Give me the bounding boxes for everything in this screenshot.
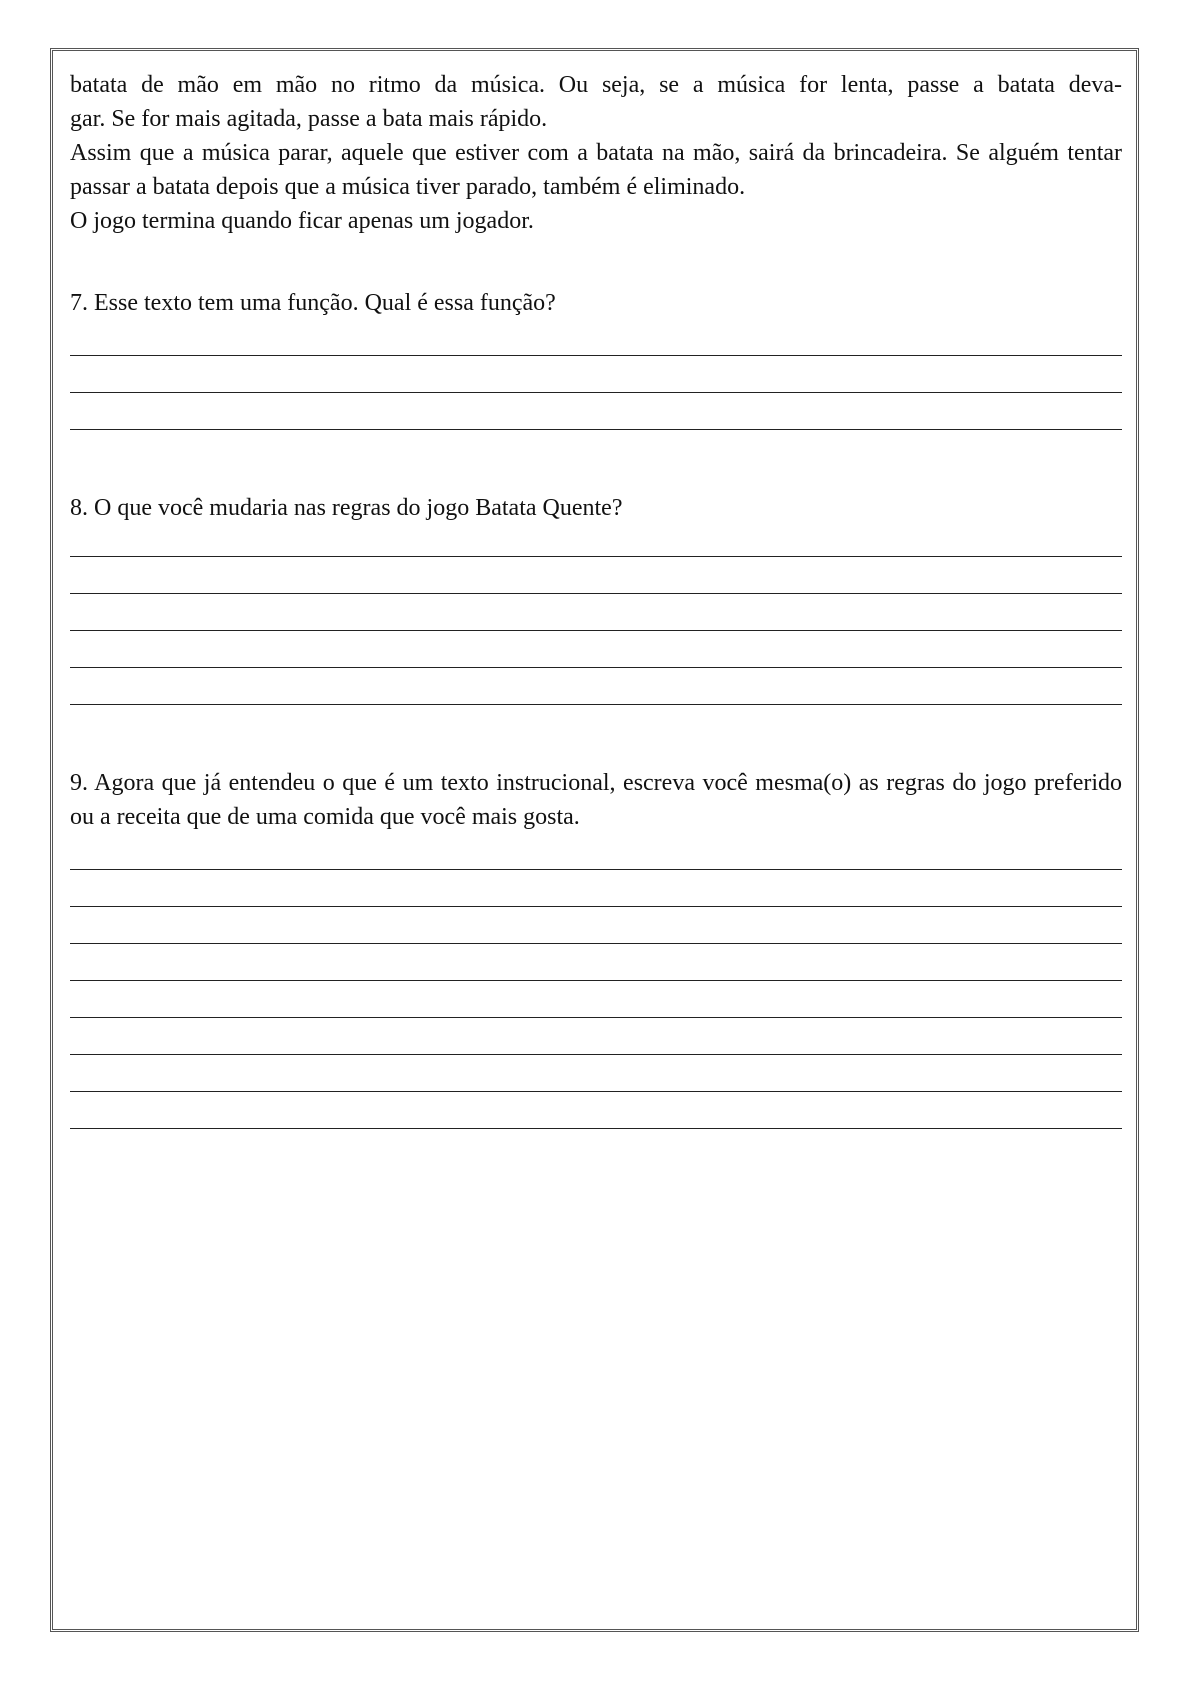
answer-line-q9-7[interactable] <box>70 1091 1122 1092</box>
question-9: 9. Agora que já entendeu o que é um texto instrucional, escreva você mesma(o) as regras do jogo preferido ou a receita que de uma comida que você mais gosta. <box>70 770 1122 830</box>
intro-line-2: gar. Se for mais agitada, passe a bata mais rápido. <box>70 106 548 132</box>
answer-line-q8-5[interactable] <box>70 704 1122 705</box>
instruction-text <box>70 68 1122 238</box>
intro-paragraph-2: Assim que a música parar, aquele que estiver com a batata na mão, sairá da brincadeira. Se alguém tentar passar a batata depois que a música tiver parado, também é eliminado. <box>70 140 1122 200</box>
answer-line-q8-2[interactable] <box>70 593 1122 594</box>
answer-line-q7-1[interactable] <box>70 355 1122 356</box>
answer-line-q9-2[interactable] <box>70 906 1122 907</box>
question-8: 8. O que você mudaria nas regras do jogo Batata Quente? <box>70 495 623 521</box>
intro-paragraph-3: O jogo termina quando ficar apenas um jogador. <box>70 208 534 234</box>
answer-line-q9-3[interactable] <box>70 943 1122 944</box>
answer-line-q7-2[interactable] <box>70 392 1122 393</box>
answer-line-q8-1[interactable] <box>70 556 1122 557</box>
answer-line-q9-8[interactable] <box>70 1128 1122 1129</box>
answer-line-q9-5[interactable] <box>70 1017 1122 1018</box>
intro-line-1: batata de mão em mão no ritmo da música. Ou seja, se a música for lenta, passe a batata deva- <box>70 72 1122 98</box>
answer-line-q9-6[interactable] <box>70 1054 1122 1055</box>
answer-line-q7-3[interactable] <box>70 429 1122 430</box>
answer-line-q8-3[interactable] <box>70 630 1122 631</box>
answer-line-q9-4[interactable] <box>70 980 1122 981</box>
answer-line-q8-4[interactable] <box>70 667 1122 668</box>
answer-line-q9-1[interactable] <box>70 869 1122 870</box>
question-7: 7. Esse texto tem uma função. Qual é essa função? <box>70 290 556 316</box>
